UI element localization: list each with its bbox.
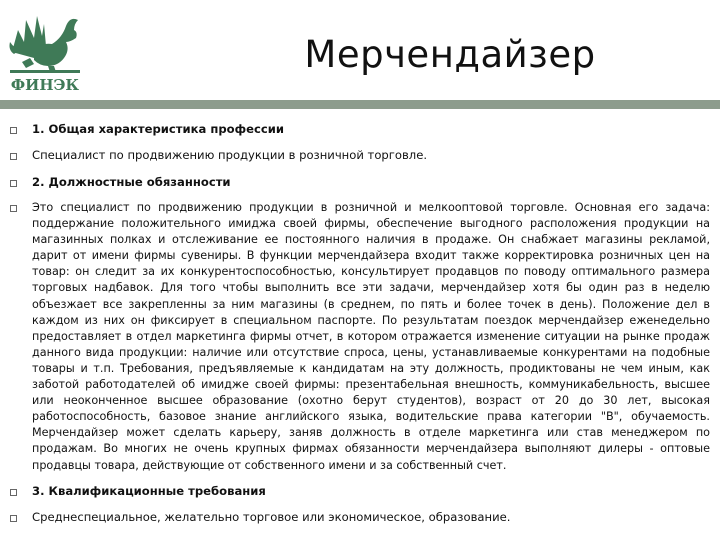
slide-title: Мерчендайзер xyxy=(304,33,596,76)
paragraph: Среднеспециальное, желательно торговое или экономическое, образование. xyxy=(32,509,511,524)
square-bullet-icon xyxy=(10,153,17,160)
section-heading: 3. Квалификационные требования xyxy=(32,483,266,498)
paragraph: Это специалист по продвижению продукции в розничной и мелкооптовой торговле. Основная его задача: поддержание положительного имиджа своей фирмы, обеспечение выгодного расположения продукции на магазинных полках и отслеживание ее постоянного наличия в продаже. Он снабжает магазины рекламой, дарит от имени фирмы сувениры. В функции мерчендайзера входит также корректировка розничных цен на товар: он следит за их конкурентоспособностью, консультирует продавцов по поводу оптимального размера торговых надбавок. Для того чтобы выполнить все эти задачи, мерчендайзер хотя бы один раз в неделю объезжает все закрепленны за ним магазины (в среднем, по пять и более точек в день). Положение дел в каждом из них он фиксирует в специальном паспорте. По результатам поездок мерчендайзер еженедельно предоставляет в отдел маркетинга фирмы отчет, в котором отражается изменение ситуации на рынке продаж данного вида продукции: наличие или отсутствие спроса, цены, устанавливаемые конкурентами на подобные товары и т.п. Требования, предъявляемые к кандидатам на эту должность, продиктованы не чем иным, как заботой работодателей об имидже своей фирмы: презентабельная внешность, коммуникабельность, высшее или неоконченное высшее образование (охотно берут студентов), возраст от 20 до 30 лет, высокая работоспособность, базовое знание английского языка, водительские права категории "В", обучаемость. Мерчендайзер может сделать карьеру, заняв должность в отделе маркетинга или став менеджером по продажам. Во многих не очень крупных фирмах обязанности мерчендайзера выполняют дилеры - оптовые продавцы товара, действующие от собственного имени и за собственный счет. xyxy=(32,201,710,472)
griffin-emblem-icon xyxy=(4,2,86,98)
content-list xyxy=(0,122,720,525)
header-divider xyxy=(0,100,720,109)
square-bullet-icon xyxy=(10,205,17,212)
section-heading: 1. Общая характеристика профессии xyxy=(32,122,284,136)
square-bullet-icon xyxy=(10,180,17,187)
list-item xyxy=(0,122,720,137)
list-item xyxy=(0,148,720,163)
section-heading: 2. Должностные обязанности xyxy=(32,175,231,189)
paragraph: Специалист по продвижению продукции в розничной торговле. xyxy=(32,148,428,162)
list-item xyxy=(0,484,720,499)
square-bullet-icon xyxy=(10,515,17,522)
logo-text: ФИНЭК xyxy=(10,76,80,94)
square-bullet-icon xyxy=(10,489,17,496)
list-item xyxy=(0,175,720,190)
finek-logo xyxy=(4,2,86,98)
square-bullet-icon xyxy=(10,127,17,134)
list-item xyxy=(0,200,720,474)
list-item xyxy=(0,510,720,525)
